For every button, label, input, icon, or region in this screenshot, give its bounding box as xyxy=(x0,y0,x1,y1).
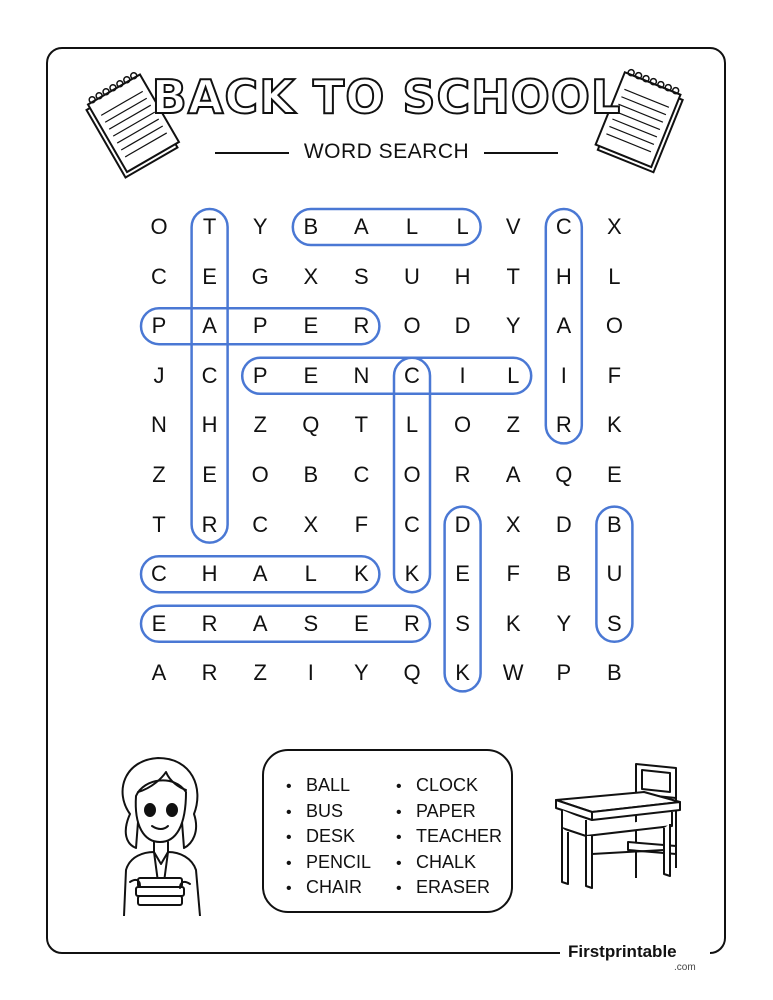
grid-letter: F xyxy=(607,362,622,388)
grid-letter: H xyxy=(201,561,218,587)
grid-letter: X xyxy=(303,511,319,537)
grid-letter: N xyxy=(353,362,370,388)
page-title: BACK TO SCHOOL xyxy=(151,70,622,124)
grid-letter: H xyxy=(555,263,572,289)
grid-letter: S xyxy=(303,610,319,636)
grid-letter: A xyxy=(252,610,268,636)
grid-letter: L xyxy=(608,263,621,289)
grid-letter: O xyxy=(454,412,472,438)
grid-letter: K xyxy=(455,660,470,686)
word-list-item: • BUS xyxy=(286,799,371,825)
grid-letter: B xyxy=(556,561,572,587)
grid-letter: S xyxy=(455,610,470,636)
grid-letter: D xyxy=(555,511,572,537)
grid-letter: K xyxy=(404,561,420,587)
grid-letter: L xyxy=(405,412,419,438)
grid-letter: Y xyxy=(505,313,521,339)
grid-letter: A xyxy=(556,313,572,339)
brand-domain: .com xyxy=(674,962,696,973)
grid-letter: O xyxy=(150,214,168,239)
grid-letter: A xyxy=(354,214,369,239)
grid-letter: K xyxy=(505,610,521,636)
grid-letter: B xyxy=(607,660,622,686)
grid-letter: R xyxy=(454,462,471,487)
grid-letter: Z xyxy=(152,462,166,487)
grid-letter: F xyxy=(506,561,520,587)
grid-letter: J xyxy=(153,362,165,388)
grid-letter: E xyxy=(151,610,167,636)
grid-letter: C xyxy=(151,263,167,289)
brand-logo: Firstprintable xyxy=(568,942,677,961)
grid-letter: E xyxy=(202,462,217,487)
grid-letter: C xyxy=(555,214,572,239)
grid-letter: O xyxy=(403,313,421,339)
grid-letter: L xyxy=(304,561,317,587)
grid-letter: N xyxy=(151,412,167,438)
grid-letter: Z xyxy=(506,412,520,438)
grid-letter: Q xyxy=(555,462,573,487)
grid-letter: L xyxy=(456,214,469,239)
grid-letter: O xyxy=(403,462,421,487)
grid-letter: B xyxy=(303,462,319,487)
grid-letter: O xyxy=(605,313,623,339)
grid-letter: R xyxy=(555,412,572,438)
grid-letter: C xyxy=(201,362,218,388)
grid-letter: R xyxy=(201,610,218,636)
grid-letter: A xyxy=(505,462,521,487)
grid-letter: F xyxy=(354,511,369,537)
grid-letter: Z xyxy=(253,660,267,686)
grid-letter: Q xyxy=(302,412,320,438)
grid-letter: E xyxy=(303,313,319,339)
grid-letter: I xyxy=(560,362,567,388)
grid-letter: X xyxy=(303,263,319,289)
grid-letter: H xyxy=(454,263,471,289)
grid-letter: L xyxy=(405,214,419,239)
grid-letter: U xyxy=(404,263,420,289)
grid-letter: I xyxy=(459,362,466,388)
grid-letter: Z xyxy=(253,412,267,438)
grid-letter: D xyxy=(454,511,471,537)
grid-letter: C xyxy=(353,462,370,487)
grid-letter: W xyxy=(502,660,524,686)
grid-letter: U xyxy=(606,561,623,587)
grid-letter: E xyxy=(607,462,622,487)
grid-letter: B xyxy=(303,214,319,239)
grid-letter: R xyxy=(353,313,370,339)
grid-letter: K xyxy=(607,412,622,438)
grid-letter: B xyxy=(607,511,622,537)
grid-letter: C xyxy=(404,362,420,388)
grid-letter: C xyxy=(151,561,167,587)
grid-letter: H xyxy=(201,412,218,438)
grid-letter: Y xyxy=(556,610,572,636)
grid-letter: T xyxy=(354,412,369,438)
word-list-item: • ERASER xyxy=(396,875,502,901)
grid-letter: P xyxy=(556,660,572,686)
word-list-item: • DESK xyxy=(286,824,371,850)
grid-letter: E xyxy=(202,263,217,289)
grid-letter: P xyxy=(252,313,268,339)
grid-letter: A xyxy=(151,660,167,686)
word-list-column xyxy=(396,773,502,901)
grid-letter: X xyxy=(505,511,521,537)
grid-letter: P xyxy=(252,362,268,388)
word-list-item: • PENCIL xyxy=(286,850,371,876)
page-subtitle: WORD SEARCH xyxy=(303,140,470,163)
grid-letter: A xyxy=(252,561,268,587)
grid-letter: S xyxy=(607,610,622,636)
school-desk-illustration xyxy=(552,758,686,890)
word-list-item: • CLOCK xyxy=(396,773,502,799)
grid-letter: L xyxy=(507,362,520,388)
word-list-item: • TEACHER xyxy=(396,824,502,850)
grid-letter: V xyxy=(505,214,521,239)
grid-letter: Y xyxy=(252,214,268,239)
grid-letter: T xyxy=(152,511,166,537)
word-list-item: • CHALK xyxy=(396,850,502,876)
grid-letter: T xyxy=(202,214,217,239)
grid-letter: R xyxy=(404,610,420,636)
grid-letter: C xyxy=(404,511,420,537)
grid-letter: E xyxy=(455,561,470,587)
grid-letter: R xyxy=(201,660,218,686)
grid-letter: A xyxy=(202,313,217,339)
grid-letter: R xyxy=(201,511,218,537)
grid-letter: G xyxy=(251,263,269,289)
grid-letter: C xyxy=(252,511,269,537)
grid-letter: X xyxy=(607,214,622,239)
grid-letter: O xyxy=(251,462,269,487)
word-list-item: • BALL xyxy=(286,773,371,799)
word-list-item: • CHAIR xyxy=(286,875,371,901)
grid-letter: I xyxy=(307,660,314,686)
grid-letter: E xyxy=(354,610,369,636)
grid-letter: S xyxy=(354,263,369,289)
word-list-box xyxy=(262,749,513,913)
word-list-item: • PAPER xyxy=(396,799,502,825)
grid-letter: T xyxy=(506,263,520,289)
grid-letter: Y xyxy=(354,660,369,686)
grid-letter: K xyxy=(354,561,369,587)
teacher-girl-illustration xyxy=(100,752,220,916)
grid-letter: E xyxy=(303,362,319,388)
grid-letter: Q xyxy=(403,660,421,686)
grid-letter: D xyxy=(454,313,471,339)
word-list-column xyxy=(286,773,371,901)
grid-letter: P xyxy=(151,313,167,339)
